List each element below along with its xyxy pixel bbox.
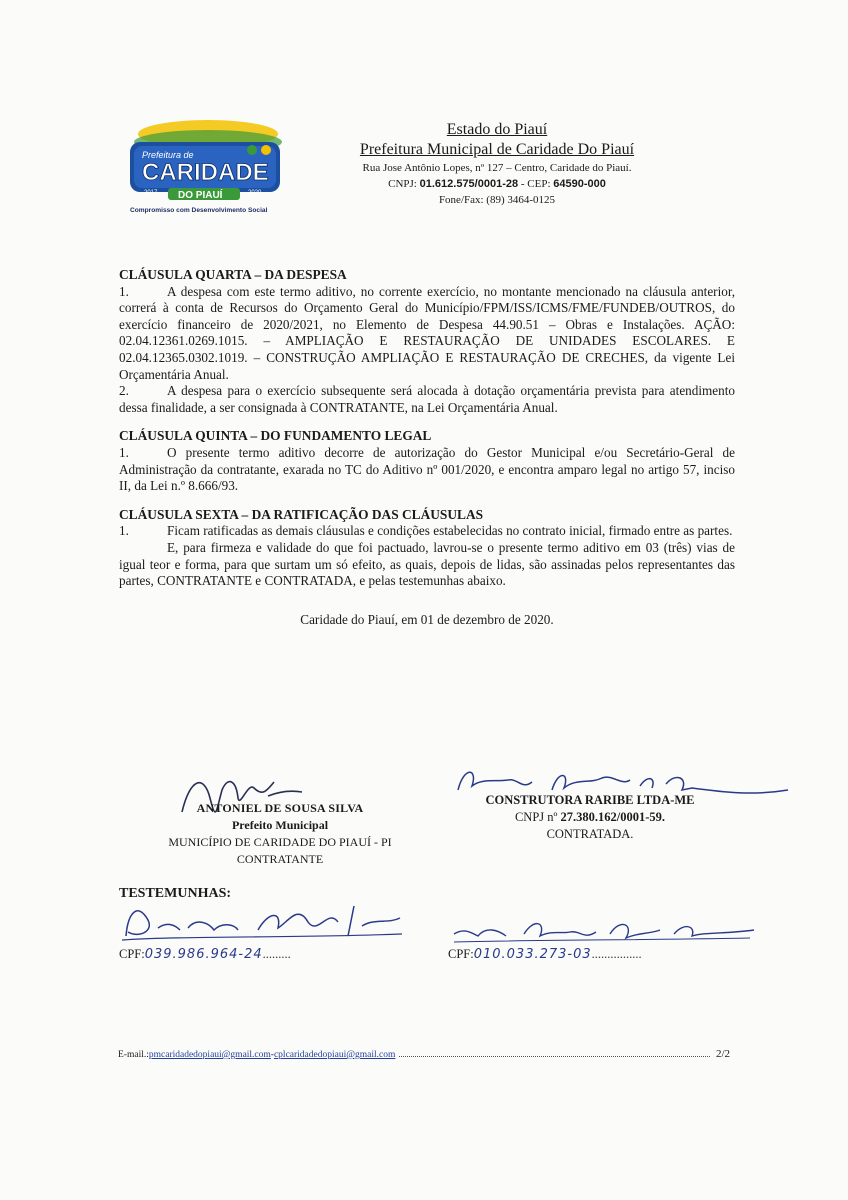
paragraph-text: A despesa com este termo aditivo, no corrente exercício, no montante mencionado na cláusula anterior, correrá à conta de Recursos do Orçamento Geral do Município/FPM/ISS/ICMS/FME/FUNDEB/OUTROS, do exercício financeiro de 2020/2021, no Elemento de Despesa 44.90.51 – Obras e Instalações. AÇÃO: 02.04.12361.0269.1015. – AMPLIAÇÃO E RESTAURAÇÃO DE UNIDADES ESCOLARES. E 02.04.12365.0302.1019. – CONSTRUÇÃO AMPLIAÇÃO E RESTAURAÇÃO DE CRECHES, da vigente Lei Orçamentária Anual. bbox=[119, 283, 735, 382]
clause-fourth-paragraph-1 bbox=[119, 284, 735, 384]
clause-sixth-title: CLÁUSULA SEXTA – DA RATIFICAÇÃO DAS CLÁUSULAS bbox=[119, 506, 484, 522]
company-name: CONSTRUTORA RARIBE LTDA-ME bbox=[485, 793, 695, 807]
paragraph-number: 1. bbox=[119, 444, 129, 460]
logo-name: CARIDADE bbox=[142, 159, 269, 186]
email-link-2[interactable]: cplcaridadedopiaui@gmail.com bbox=[273, 1050, 396, 1060]
company-cnpj-value: 27.380.162/0001-59. bbox=[560, 810, 666, 824]
phone-line: Fone/Fax: (89) 3464-0125 bbox=[438, 194, 556, 206]
clause-sixth-paragraph-2: E, para firmeza e validade do que foi pactuado, lavrou-se o presente termo aditivo em 03 (três) vias de igual teor e forma, para que surtam um só efeito, as quais, depois de lidas, são assinadas pelos representantes das partes, CONTRATANTE e CONTRATADA, e pelas testemunhas abaixo. bbox=[119, 539, 735, 589]
witnesses-title: TESTEMUNHAS: bbox=[119, 886, 232, 901]
state-title: Estado do Piauí bbox=[446, 121, 548, 138]
document-body bbox=[119, 267, 735, 641]
municipality-logo bbox=[120, 112, 290, 220]
cpf-label: CPF: bbox=[448, 947, 474, 961]
company-cnpj-label: CNPJ nº bbox=[514, 810, 558, 824]
contratante-block bbox=[150, 800, 410, 868]
logo-slogan: Compromisso com Desenvolvimento Social bbox=[130, 207, 268, 214]
page-number: 2/2 bbox=[715, 1048, 730, 1060]
cnpj-label: CNPJ: bbox=[388, 178, 417, 190]
prefecture-title: Prefeitura Municipal de Caridade Do Piauí bbox=[359, 141, 635, 158]
mayor-role: Prefeito Municipal bbox=[231, 818, 329, 832]
cep-value: 64590-000 bbox=[553, 178, 606, 190]
witness-2-signature bbox=[450, 912, 760, 948]
paragraph-text: Ficam ratificadas as demais cláusulas e condições estabelecidas no contrato inicial, firmado entre as partes. bbox=[167, 523, 733, 539]
cnpj-line bbox=[332, 176, 662, 192]
cpf-label: CPF: bbox=[119, 947, 145, 961]
municipality-name: MUNICÍPIO DE CARIDADE DO PIAUÍ - PI bbox=[168, 835, 392, 849]
witness-2-cpf-value: 010.033.273-03 bbox=[473, 947, 592, 962]
mayor-name: ANTONIEL DE SOUSA SILVA bbox=[196, 801, 364, 815]
clause-fourth-title: CLÁUSULA QUARTA – DA DESPESA bbox=[119, 267, 347, 282]
logo-emblem bbox=[120, 112, 290, 220]
email-link-1[interactable]: pmcaridadedopiaui@gmail.com bbox=[148, 1050, 271, 1060]
paragraph-text: A despesa para o exercício subsequente será alocada à dotação orçamentária prevista para atendimento dessa finalidade, a ser consignada à CONTRATANTE, na Lei Orçamentária Anual. bbox=[119, 383, 735, 415]
clause-fifth-paragraph-1 bbox=[119, 445, 735, 495]
witness-1-cpf bbox=[119, 947, 379, 962]
email-separator: - bbox=[270, 1050, 274, 1060]
paragraph-number: 2. bbox=[119, 383, 129, 399]
witness-2-cpf bbox=[448, 947, 708, 962]
cpf-dots: ......... bbox=[262, 947, 291, 961]
email-label: E-mail.: bbox=[118, 1050, 149, 1060]
address-line: Rua Jose Antônio Lopes, nº 127 – Centro, Caridade do Piauí. bbox=[362, 162, 632, 174]
date-line: Caridade do Piauí, em 01 de dezembro de 2020. bbox=[300, 611, 554, 627]
logo-year-right: 2020 bbox=[248, 190, 262, 196]
contratada-label: CONTRATADA. bbox=[546, 827, 634, 841]
witness-1-cpf-value: 039.986.964-24 bbox=[144, 947, 263, 962]
cnpj-value: 01.612.575/0001-28 bbox=[419, 178, 519, 190]
clause-fifth-title: CLÁUSULA QUINTA – DO FUNDAMENTO LEGAL bbox=[119, 428, 432, 444]
dotted-leader bbox=[399, 1056, 710, 1057]
clause-sixth-paragraph-1 bbox=[119, 523, 735, 540]
paragraph-text: O presente termo aditivo decorre de autorização do Gestor Municipal e/ou Secretário-Geral de Administração da contratante, exarada no TC do Aditivo nº 001/2020, e encontra amparo legal no artigo 57, inciso II, da Lei n.º 8.666/93. bbox=[119, 444, 735, 494]
logo-prefix: Prefeitura de bbox=[142, 150, 194, 160]
paragraph-number: 1. bbox=[119, 523, 129, 539]
paragraph-number: 1. bbox=[119, 283, 129, 299]
cpf-dots: ................ bbox=[591, 947, 642, 961]
contratante-label: CONTRATANTE bbox=[236, 852, 324, 866]
logo-year-left: 2017 bbox=[144, 190, 158, 196]
page-footer bbox=[118, 1048, 730, 1060]
cep-label: - CEP: bbox=[520, 178, 551, 190]
logo-sub: DO PIAUÍ bbox=[178, 190, 223, 201]
clause-fourth-paragraph-2 bbox=[119, 383, 735, 416]
contratada-block bbox=[440, 792, 740, 843]
letterhead bbox=[332, 120, 662, 208]
company-cnpj-line bbox=[440, 809, 740, 826]
